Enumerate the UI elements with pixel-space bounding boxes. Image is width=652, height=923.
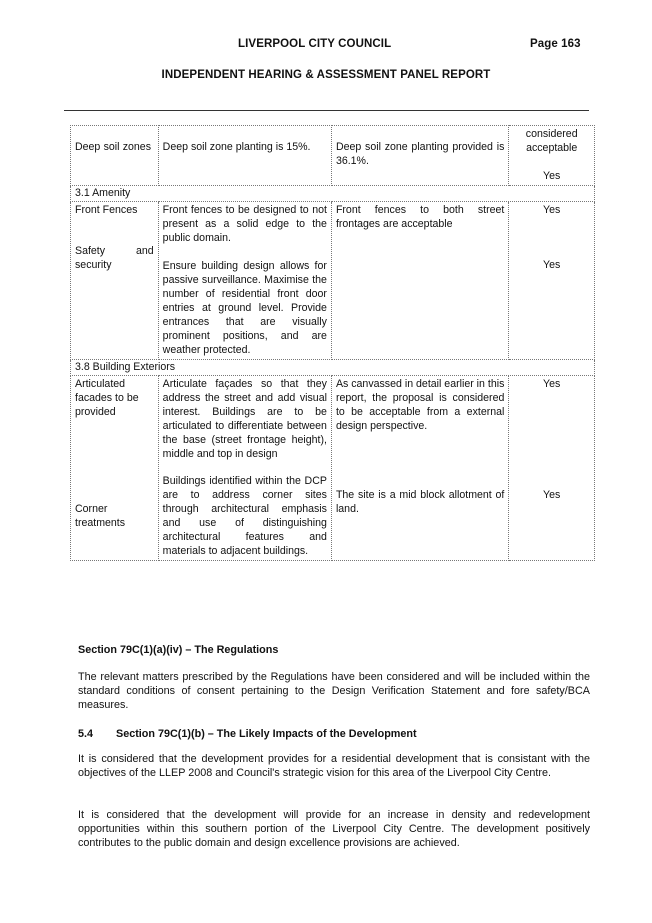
row-label: Deep soil zones [75,141,151,153]
proposal-cell [331,376,508,561]
report-title: INDEPENDENT HEARING & ASSESSMENT PANEL REPORT [161,69,491,81]
regulations-heading: Section 79C(1)(a)(iv) – The Regulations [78,644,279,656]
compliance-note: considered acceptable [525,128,578,154]
proposal-corner: The site is a mid block allotment of land. [335,489,505,515]
control-corner: Buildings identified within the DCP are to address corner sites through architectural emphasis and use of distinguishing architectural features and materials to adjacent buildings. [162,475,327,557]
section-label: 3.1 Amenity [71,186,595,202]
compliance-value: Yes [543,378,561,390]
row-label-corner: Corner treatments [75,503,126,529]
compliance-cell [509,126,595,186]
label-cell [71,126,159,186]
compliance-table [70,125,595,561]
row-label: Front Fences [75,204,138,216]
council-name: LIVERPOOL CITY COUNCIL [238,38,392,50]
impacts-heading [78,727,590,741]
page-number: Page 163 [530,38,581,50]
compliance-cell [509,376,595,561]
page-header [0,38,652,54]
section-title: Section 79C(1)(b) – The Likely Impacts of the Development [116,728,417,740]
label-cell [71,202,159,360]
compliance-value-corner: Yes [543,489,561,501]
section-label: 3.8 Building Exteriors [71,360,595,376]
proposal-cell: Front fences to both street frontages are acceptable [331,202,508,360]
control-safety: Ensure building design allows for passive surveillance. Maximise the number of residential front door entries at ground level. Provide entrances that are visually prominent positions, and are weather protected. [162,260,327,356]
control-facades: Articulate façades so that they address the street and add visual interest. Buildings are to be articulated to differentiate between the base (street frontage height), middle and top in design [162,378,327,460]
control-cell: Deep soil zone planting is 15%. [158,126,331,186]
compliance-value: Yes [543,204,561,216]
compliance-value-safety: Yes [543,259,561,271]
table-row-deep-soil [71,126,595,186]
section-row-exteriors [71,360,595,376]
impacts-paragraph-2: It is considered that the development will provide for an increase in density and redevelopment opportunities within this southern portion of the Liverpool City Centre. The development positively contributes to the public domain and design excellence provisions are achieved. [78,809,590,849]
impacts-paragraph-1: It is considered that the development provides for a residential development that is consistant with the objectives of the LLEP 2008 and Council's strategic vision for this area of the Liverpool City Centre. [78,753,590,779]
control-front-fences: Front fences to be designed to not present as a solid edge to the public domain. [162,204,327,244]
section-row-amenity [71,186,595,202]
regulations-paragraph: The relevant matters prescribed by the Regulations have been considered and will be included within the standard conditions of consent pertaining to the Design Verification Statement and fore safety/BCA measures. [78,671,590,711]
row-label: Articulated facades to be provided [75,378,139,418]
compliance-value: Yes [543,170,561,182]
section-number: 5.4 [78,728,94,740]
label-cell [71,376,159,561]
table-row-front-fences [71,202,595,360]
row-label-safety: Safety and security [75,245,154,271]
compliance-cell [509,202,595,360]
table-row-facades [71,376,595,561]
proposal-facades: As canvassed in detail earlier in this report, the proposal is considered to be acceptable from a external design perspective. [335,378,505,432]
header-divider [64,110,589,111]
proposal-cell: Deep soil zone planting provided is 36.1%. [331,126,508,186]
control-cell [158,202,331,360]
control-cell [158,376,331,561]
